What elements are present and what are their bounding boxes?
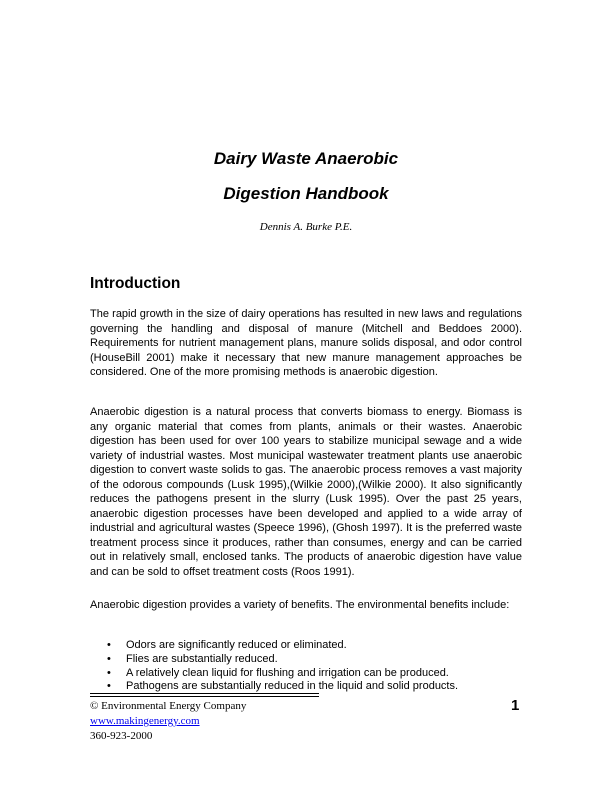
paragraph-benefits: Anaerobic digestion provides a variety of benefits. The environmental benefits include: [90, 599, 510, 611]
list-item-text: Flies are substantially reduced. [126, 652, 278, 665]
footer-divider-top [90, 693, 319, 694]
bullet-icon: • [107, 652, 111, 665]
footer-divider-bottom [90, 696, 319, 697]
list-item [90, 653, 522, 667]
document-title-line-1: Dairy Waste Anaerobic [213, 149, 399, 168]
list-item [90, 667, 522, 681]
bullet-icon: • [107, 639, 111, 651]
list-item-text: A relatively clean liquid for flushing and irrigation can be produced. [126, 666, 449, 679]
list-item-text: Odors are significantly reduced or eliminated. [126, 639, 347, 651]
footer-phone: 360-923-2000 [90, 730, 153, 742]
document-title-line-2: Digestion Handbook [223, 184, 389, 203]
bullet-icon: • [107, 680, 111, 693]
footer-website-link[interactable]: www.makingenergy.com [90, 715, 200, 727]
paragraph-intro: The rapid growth in the size of dairy operations has resulted in new laws and regulations governing the handling and disposal of manure (Mitchell and Beddoes 2000). Requirements for nutrient management plans, manure solids disposal, and odor control (HouseBill 2001) make it necessary that new manure management approaches be considered. One of the more promising methods is anaerobic digestion. [90, 308, 522, 378]
list-item-text: Pathogens are substantially reduced in the liquid and solid products. [126, 680, 459, 693]
author-name: Dennis A. Burke P.E. [259, 221, 353, 233]
footer-copyright: © Environmental Energy Company [90, 700, 247, 712]
benefits-list [90, 639, 522, 694]
bullet-icon: • [107, 666, 111, 679]
page-number: 1 [511, 697, 520, 714]
paragraph-anaerobic-digestion: Anaerobic digestion is a natural process that converts biomass to energy. Biomass is any organic material that comes from plants, animals or their wastes. Anaerobic digestion has been used for over 100 years to stabilize municipal sewage and a wide variety of industrial wastes. Most municipal wastewater treatment plants use anaerobic digestion to convert waste solids to gas. The anaerobic process removes a vast majority of the odorous compounds (Lusk 1995),(Wilkie 2000),(Wilkie 2000). It also significantly reduces the pathogens present in the slurry (Lusk 1995). Over the past 25 years, anaerobic digestion processes have been developed and applied to a wide array of industrial and agricultural wastes (Speece 1996), (Ghosh 1997). It is the preferred waste treatment process since it produces, rather than consumes, energy and can be carried out in relatively small, enclosed tanks. The products of anaerobic digestion have value and can be sold to offset treatment costs (Roos 1991). [90, 406, 522, 578]
section-heading: Introduction [90, 275, 181, 292]
list-item [90, 639, 522, 653]
